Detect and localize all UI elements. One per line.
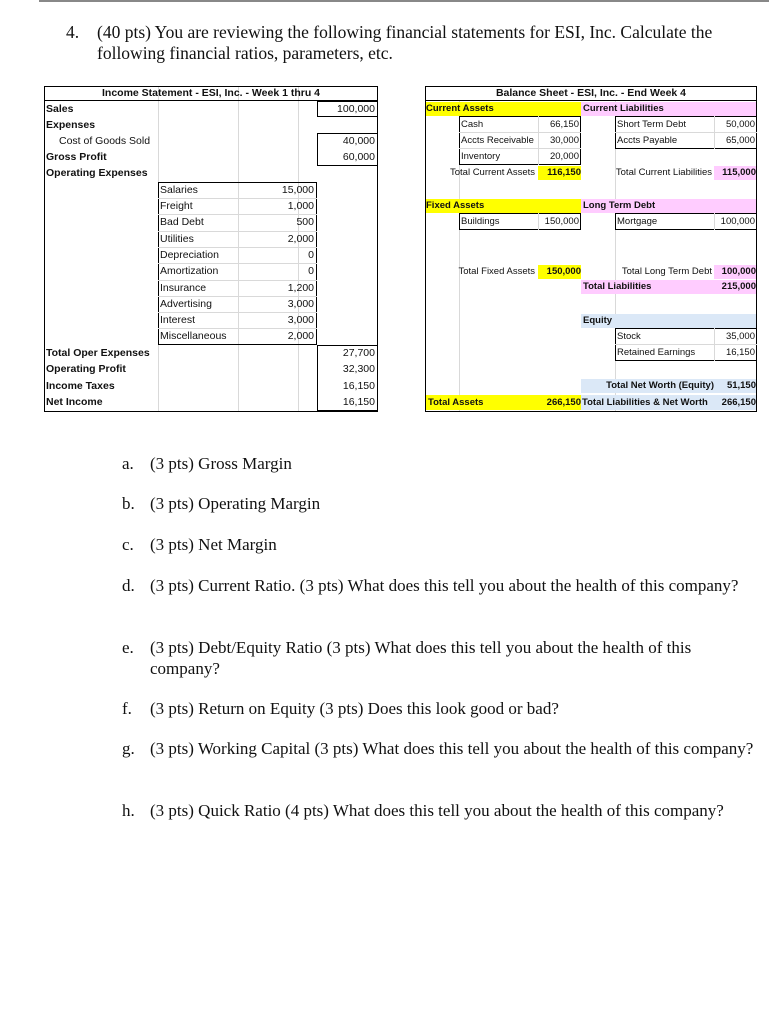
balance-sheet xyxy=(425,86,757,412)
item-letter: d. xyxy=(122,576,135,595)
stock-value: 35,000 xyxy=(725,331,755,342)
accts-payable-value: 65,000 xyxy=(725,135,755,146)
total-current-liabilities-label: Total Current Liabilities xyxy=(615,167,712,178)
total-fixed-assets-label: Total Fixed Assets xyxy=(458,266,535,277)
opex-item-value: 1,200 xyxy=(287,282,314,294)
cogs-value: 40,000 xyxy=(342,135,375,147)
item-text: (3 pts) Debt/Equity Ratio (3 pts) What does this tell you about the health of this company? xyxy=(150,638,692,678)
income-taxes-label: Income Taxes xyxy=(46,380,115,392)
operating-profit-label: Operating Profit xyxy=(46,363,126,375)
item-letter: g. xyxy=(122,739,135,758)
mortgage-value: 100,000 xyxy=(720,216,755,227)
question-number: 4. xyxy=(66,22,80,42)
cash-label: Cash xyxy=(461,119,484,130)
total-oper-expenses-label: Total Oper Expenses xyxy=(46,347,150,359)
opex-label: Operating Expenses xyxy=(46,167,148,179)
opex-item-label: Salaries xyxy=(160,184,198,196)
item-letter: a. xyxy=(122,454,134,473)
accts-receivable-value: 30,000 xyxy=(549,135,579,146)
stock-label: Stock xyxy=(617,331,641,342)
accts-receivable-label: Accts Receivable xyxy=(461,135,534,146)
item-text: (3 pts) Return on Equity (3 pts) Does this look good or bad? xyxy=(150,699,559,718)
opex-item-label: Interest xyxy=(160,314,196,326)
short-term-debt-label: Short Term Debt xyxy=(617,119,686,130)
balance-title: Balance Sheet - ESI, Inc. - End Week 4 xyxy=(495,87,687,99)
gross-profit-label: Gross Profit xyxy=(46,151,107,163)
total-liab-nw-label: Total Liabilities & Net Worth xyxy=(581,395,714,410)
opex-item-label: Miscellaneous xyxy=(160,330,227,342)
total-fixed-assets-value: 150,000 xyxy=(538,265,581,279)
opex-item-label: Bad Debt xyxy=(160,216,204,228)
fixed-assets-label: Fixed Assets xyxy=(426,199,581,213)
net-worth-label: Total Net Worth (Equity) xyxy=(581,379,714,393)
total-liabilities-label: Total Liabilities xyxy=(581,280,714,294)
total-oper-expenses-value: 27,700 xyxy=(342,347,375,359)
opex-item-value: 3,000 xyxy=(287,314,314,326)
inventory-value: 20,000 xyxy=(549,151,579,162)
sales-value: 100,000 xyxy=(337,103,375,115)
question-text: (40 pts) You are reviewing the following financial statements for ESI, Inc. Calculate the following financial ratios, parameters, etc. xyxy=(97,22,713,63)
top-rule xyxy=(39,0,769,2)
opex-item-label: Amortization xyxy=(160,265,219,277)
net-worth-value: 51,150 xyxy=(714,379,756,393)
buildings-value: 150,000 xyxy=(544,216,579,227)
total-assets-value: 266,150 xyxy=(539,395,581,410)
opex-item-label: Advertising xyxy=(160,298,212,310)
total-liab-nw-value: 266,150 xyxy=(714,395,756,410)
income-taxes-value: 16,150 xyxy=(342,380,375,392)
item-text: (3 pts) Net Margin xyxy=(150,535,277,554)
opex-item-label: Insurance xyxy=(160,282,207,294)
income-title: Income Statement - ESI, Inc. - Week 1 thru 4 xyxy=(101,87,321,99)
net-income-label: Net Income xyxy=(46,396,103,408)
item-letter: c. xyxy=(122,535,134,554)
total-assets-label: Total Assets xyxy=(426,395,539,410)
total-liabilities-value: 215,000 xyxy=(714,280,756,294)
item-text: (3 pts) Gross Margin xyxy=(150,454,292,473)
current-assets-label: Current Assets xyxy=(426,102,581,116)
opex-item-label: Utilities xyxy=(160,233,194,245)
opex-item-value: 0 xyxy=(308,249,314,261)
short-term-debt-value: 50,000 xyxy=(725,119,755,130)
expenses-label: Expenses xyxy=(46,119,96,131)
long-term-debt-label: Long Term Debt xyxy=(583,200,656,211)
item-letter: b. xyxy=(122,494,135,513)
opex-item-value: 2,000 xyxy=(287,233,314,245)
current-liabilities-label: Current Liabilities xyxy=(583,103,664,114)
inventory-label: Inventory xyxy=(461,151,501,162)
retained-earnings-label: Retained Earnings xyxy=(617,347,696,358)
item-letter: e. xyxy=(122,638,134,657)
total-current-assets-label: Total Current Assets xyxy=(449,167,535,178)
item-text: (3 pts) Current Ratio. (3 pts) What does this tell you about the health of this company? xyxy=(150,576,739,595)
opex-item-label: Freight xyxy=(160,200,193,212)
cash-value: 66,150 xyxy=(549,119,579,130)
retained-earnings-value: 16,150 xyxy=(725,347,755,358)
opex-item-label: Depreciation xyxy=(160,249,219,261)
item-text: (3 pts) Quick Ratio (4 pts) What does this tell you about the health of this company? xyxy=(150,801,724,820)
accts-payable-label: Accts Payable xyxy=(617,135,678,146)
item-text: (3 pts) Operating Margin xyxy=(150,494,321,513)
income-statement xyxy=(44,86,378,412)
equity-label: Equity xyxy=(581,314,756,328)
item-letter: h. xyxy=(122,801,135,820)
opex-item-value: 0 xyxy=(308,265,314,277)
item-letter: f. xyxy=(122,699,132,718)
net-income-value: 16,150 xyxy=(342,396,375,408)
sales-label: Sales xyxy=(46,103,74,115)
cogs-label: Cost of Goods Sold xyxy=(59,135,151,147)
operating-profit-value: 32,300 xyxy=(342,363,375,375)
opex-item-value: 15,000 xyxy=(281,184,314,196)
total-current-liabilities-value: 115,000 xyxy=(714,166,756,180)
opex-item-value: 1,000 xyxy=(287,200,314,212)
opex-item-value: 2,000 xyxy=(287,330,314,342)
mortgage-label: Mortgage xyxy=(617,216,658,227)
gross-profit-value: 60,000 xyxy=(342,151,375,163)
total-long-term-debt-label: Total Long Term Debt xyxy=(621,266,712,277)
opex-item-value: 3,000 xyxy=(287,298,314,310)
total-current-assets-value: 116,150 xyxy=(538,166,581,180)
total-long-term-debt-value: 100,000 xyxy=(714,265,756,279)
opex-item-value: 500 xyxy=(296,216,314,228)
buildings-label: Buildings xyxy=(461,216,500,227)
item-text: (3 pts) Working Capital (3 pts) What does this tell you about the health of this company? xyxy=(150,739,754,758)
